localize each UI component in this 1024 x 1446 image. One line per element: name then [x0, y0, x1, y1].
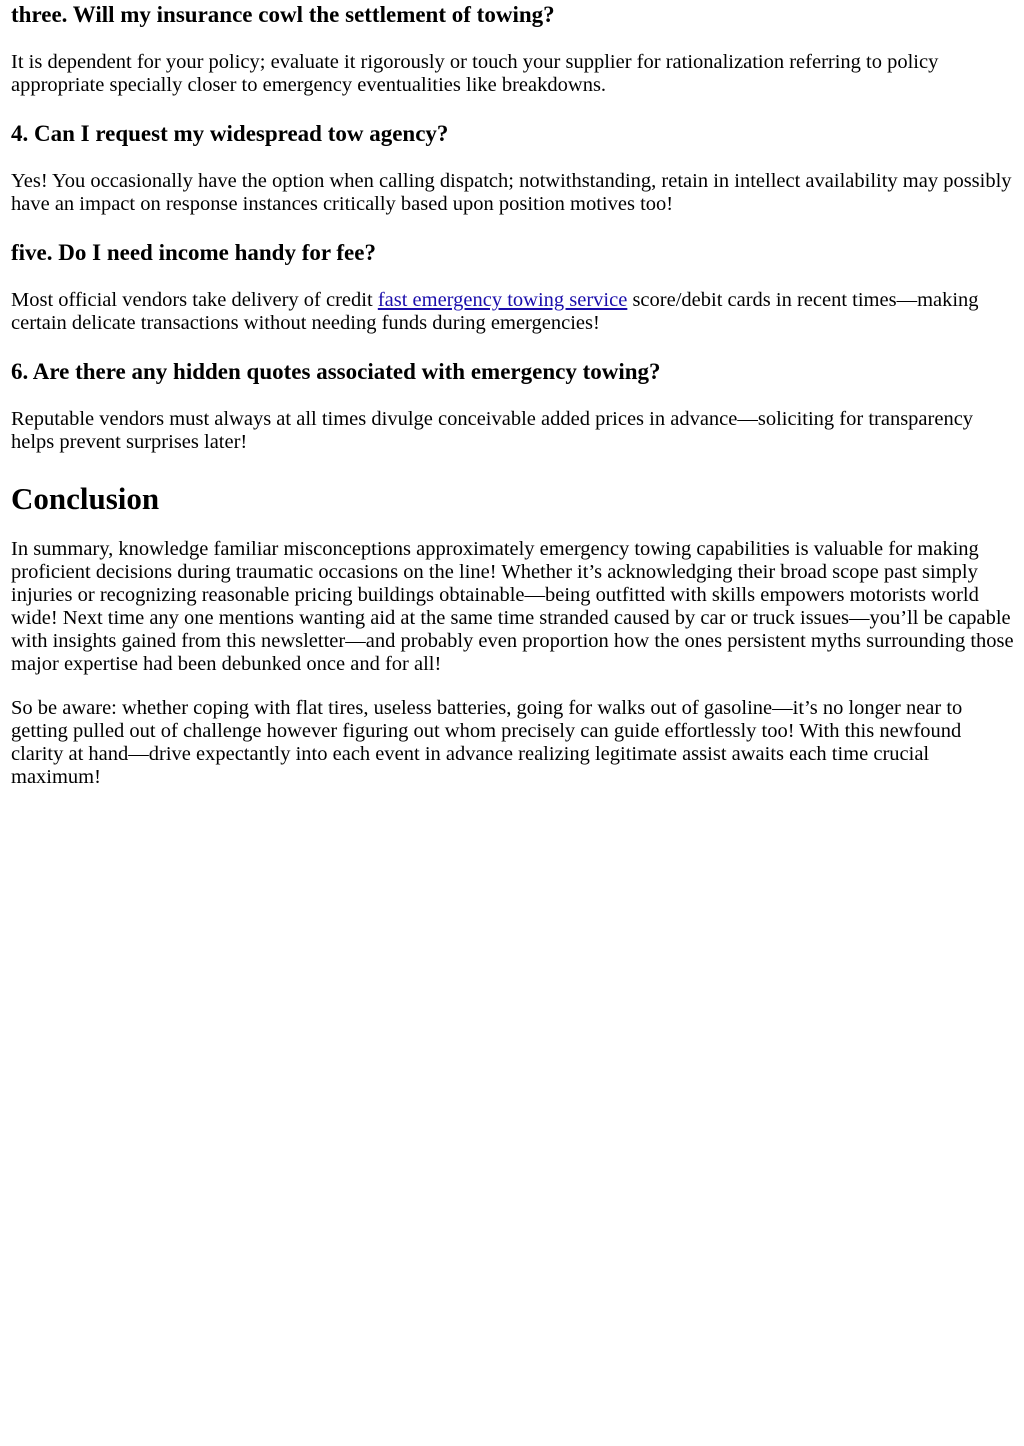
conclusion-heading: Conclusion [11, 481, 160, 516]
faq-answer-4: Yes! You occasionally have the option when calling dispatch; notwithstanding, retain in intellect availability may possibly have an impact on response instances critically based upon position motives too! [11, 170, 1012, 215]
faq-question-5: five. Do I need income handy for fee? [11, 240, 376, 265]
conclusion-paragraph-2: So be aware: whether coping with flat tires, useless batteries, going for walks out of gasoline—it’s no longer near to getting pulled out of challenge however figuring out whom precisely can guide effortlessly too! With this newfound clarity at hand—drive expectantly into each event in advance realizing legitimate assist awaits each time crucial maximum! [11, 697, 963, 788]
faq-answer-3: It is dependent for your policy; evaluate it rigorously or touch your supplier for rationalization referring to policy appropriate specially closer to emergency eventualities like breakdowns. [11, 51, 939, 96]
faq-question-3: three. Will my insurance cowl the settlement of towing? [11, 2, 555, 27]
faq-answer-5 [11, 289, 1014, 335]
faq-question-4: 4. Can I request my widespread tow agency? [11, 121, 449, 146]
faq-answer-6: Reputable vendors must always at all times divulge conceivable added prices in advance—soliciting for transparency helps prevent surprises later! [11, 408, 974, 453]
faq-question-6: 6. Are there any hidden quotes associated with emergency towing? [11, 359, 661, 384]
faq-answer-5-text-after: score/debit cards in recent times—making certain delicate transactions without needing funds during emergencies! [11, 289, 979, 334]
faq-answer-5-text-before: Most official vendors take delivery of credit [11, 289, 378, 311]
towing-service-link[interactable]: fast emergency towing service [377, 289, 628, 311]
conclusion-paragraph-1: In summary, knowledge familiar misconceptions approximately emergency towing capabilities is valuable for making proficient decisions during traumatic occasions on the line! Whether it’s acknowledging their broad scope past simply injuries or recognizing reasonable pricing buildings obtainable—being outfitted with skills empowers motorists world wide! Next time any one mentions wanting aid at the same time stranded caused by car or truck issues—you’ll be capable with insights gained from this newsletter—and probably even proportion how the ones persistent myths surrounding those major expertise had been debunked once and for all! [11, 538, 1014, 675]
